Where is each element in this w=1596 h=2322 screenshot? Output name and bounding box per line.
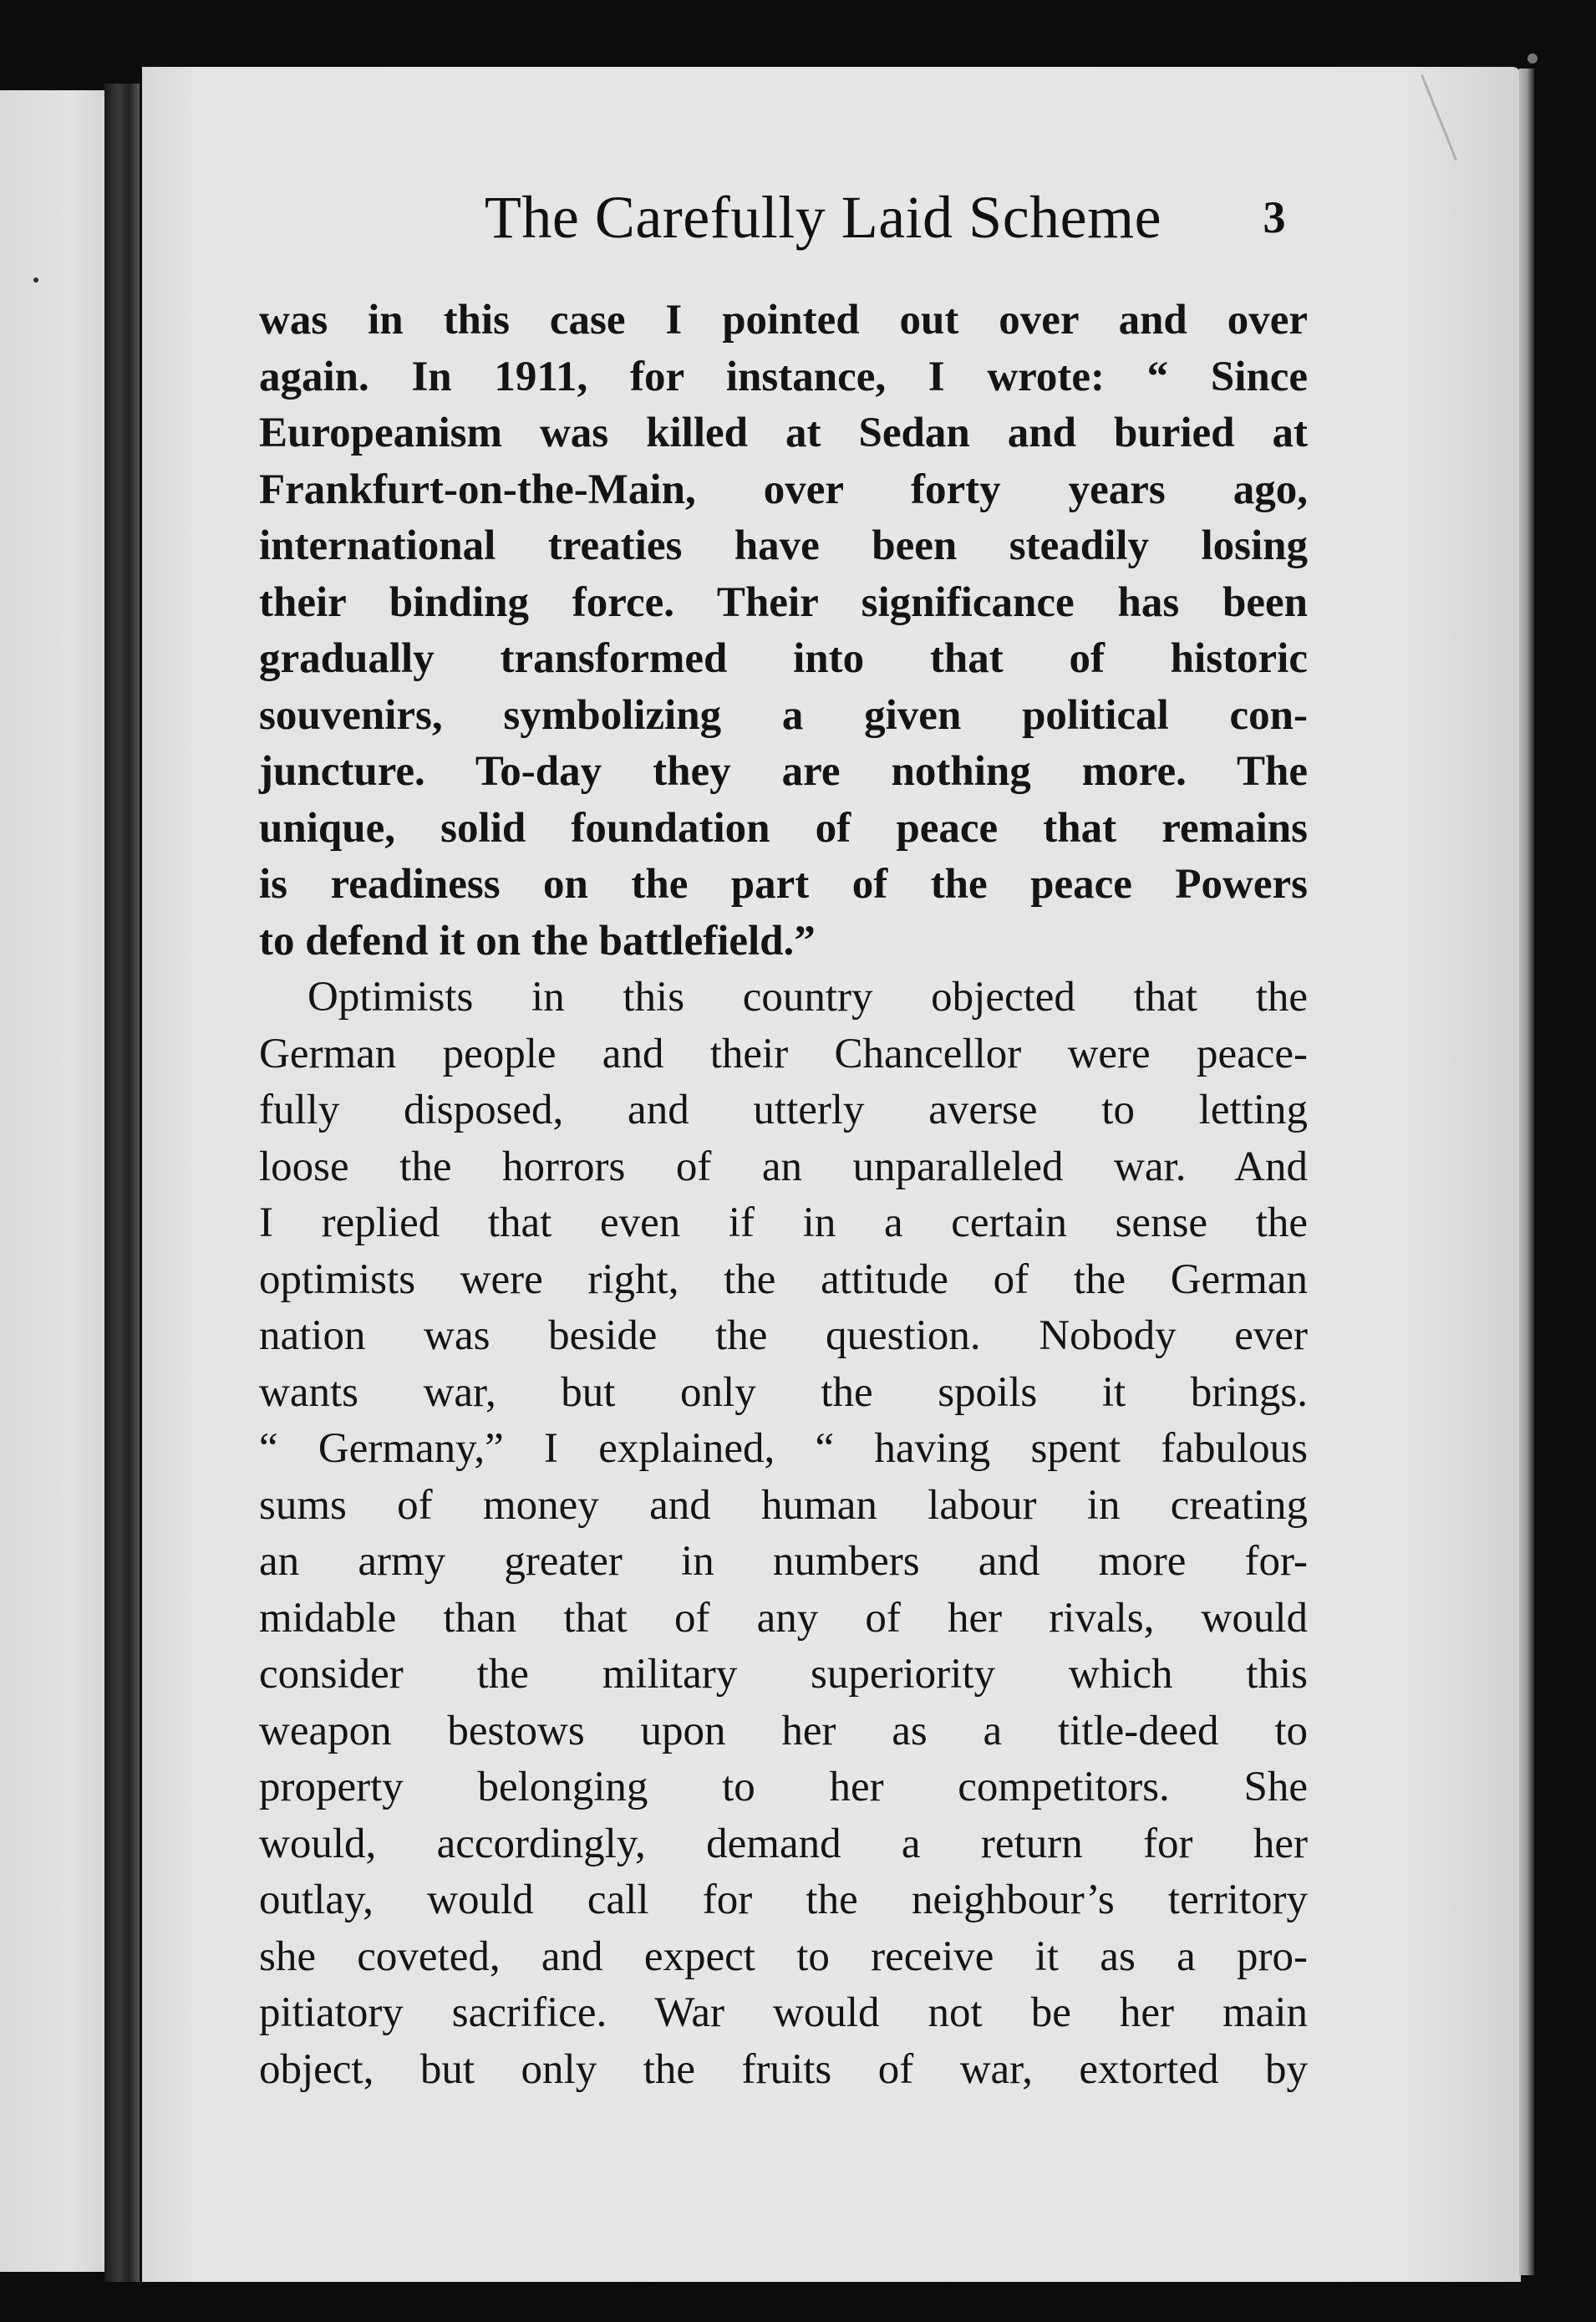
text-line: an army greater in numbers and more for- — [259, 1538, 1308, 1585]
text-line: Frankfurt-on-the-Main, over forty years ago, — [259, 466, 1308, 513]
edge-mark — [1527, 53, 1538, 64]
text-line: again. In 1911, for instance, I wrote: “ Since — [259, 353, 1308, 400]
page-right-edge — [1519, 69, 1534, 2275]
text-line: wants war, but only the spoils it brings. — [259, 1368, 1308, 1416]
text-line: was in this case I pointed out over and over — [259, 297, 1308, 344]
previous-page-edge — [0, 90, 117, 2272]
text-line: loose the horrors of an unparalleled war. And — [259, 1143, 1308, 1190]
text-line: German people and their Chancellor were peace- — [259, 1030, 1308, 1077]
text-line: their binding force. Their significance has been — [259, 578, 1308, 626]
text-line: Europeanism was killed at Sedan and buried at — [259, 410, 1308, 456]
text-line: souvenirs, symbolizing a given political con- — [259, 691, 1308, 739]
text-line: weapon bestows upon her as a title-deed to — [259, 1707, 1308, 1754]
text-line: juncture. To-day they are nothing more. The — [259, 748, 1308, 795]
text-line: outlay, would call for the neighbour’s territory — [259, 1876, 1308, 1923]
text-line: fully disposed, and utterly averse to letting — [259, 1087, 1308, 1133]
text-line: midable than that of any of her rivals, would — [259, 1594, 1308, 1642]
text-line: optimists were right, the attitude of the German — [259, 1255, 1308, 1303]
text-line: consider the military superiority which this — [259, 1651, 1308, 1698]
text-line: sums of money and human labour in creating — [259, 1481, 1308, 1529]
ink-speck — [33, 278, 38, 283]
text-line: is readiness on the part of the peace Powers — [259, 861, 1308, 908]
page-number: 3 — [1263, 192, 1286, 242]
text-line: nation was beside the question. Nobody ever — [259, 1312, 1308, 1359]
text-line: would, accordingly, demand a return for her — [259, 1820, 1308, 1867]
running-head: The Carefully Laid Scheme — [484, 184, 1162, 251]
text-line: unique, solid foundation of peace that remains — [259, 804, 1308, 852]
text-line: she coveted, and expect to receive it as a pro- — [259, 1932, 1308, 1980]
paragraph-quote — [259, 293, 1308, 970]
binding-gutter — [104, 84, 140, 2282]
body-text — [259, 293, 1308, 2098]
text-line: pitiatory sacrifice. War would not be her main — [259, 1989, 1308, 2036]
paragraph-optimists — [259, 970, 1308, 2098]
text-line: “ Germany,” I explained, “ having spent fabulous — [259, 1425, 1308, 1472]
text-line: Optimists in this country objected that the — [308, 974, 1308, 1021]
text-line: object, but only the fruits of war, extorted by — [259, 2045, 1308, 2093]
text-line: property belonging to her competitors. She — [259, 1764, 1308, 1810]
text-line: I replied that even if in a certain sense the — [259, 1199, 1308, 1246]
text-line: gradually transformed into that of historic — [259, 635, 1308, 682]
text-line: international treaties have been steadily losing — [259, 522, 1308, 569]
text-line: to defend it on the battlefield.” — [259, 917, 816, 965]
